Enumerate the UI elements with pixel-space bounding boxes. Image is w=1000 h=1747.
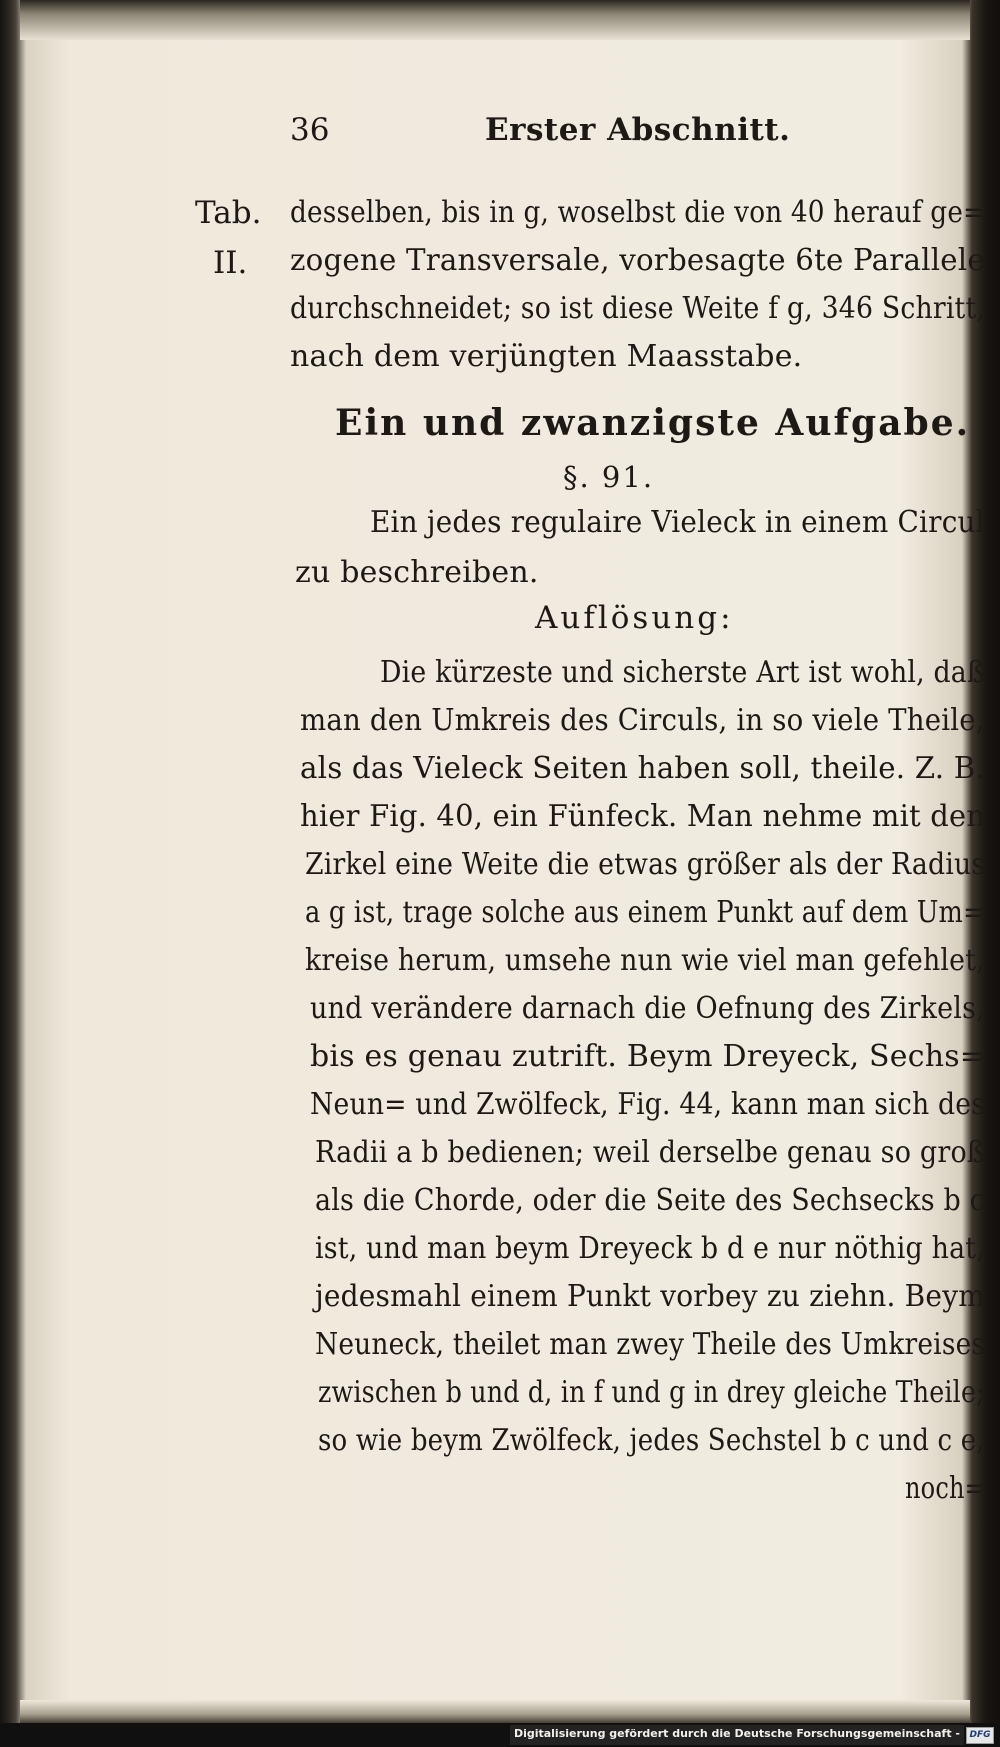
margin-tab-label: Tab. [195, 195, 262, 231]
solution-line: man den Umkreis des Circuls, in so viele Theile, [300, 703, 985, 738]
body-line: desselben, bis in g, woselbst die von 40 herauf ge= [290, 195, 986, 230]
solution-line: Radii a b bedienen; weil derselbe genau so groß [315, 1135, 986, 1170]
solution-line: jedesmahl einem Punkt vorbey zu ziehn. Beym [315, 1279, 985, 1314]
solution-line: so wie beym Zwölfeck, jedes Sechstel b c und c e, [318, 1423, 985, 1458]
solution-line: Zirkel eine Weite die etwas größer als der Radius [305, 847, 986, 882]
solution-line: a g ist, trage solche aus einem Punkt auf dem Um= [305, 895, 985, 930]
solution-line: Neun= und Zwölfeck, Fig. 44, kann man sich des [310, 1087, 986, 1122]
problem-line: zu beschreiben. [295, 555, 539, 590]
page-number: 36 [290, 112, 330, 148]
page-top-edge [20, 0, 970, 40]
body-line: zogene Transversale, vorbesagte 6te Parallele [290, 243, 985, 278]
page-bottom-edge [20, 1700, 970, 1725]
solution-line: als das Vieleck Seiten haben soll, theile. Z. B. [300, 751, 985, 786]
problem-heading: Ein und zwanzigste Aufgabe. [335, 402, 971, 444]
section-number: §. 91. [563, 460, 655, 494]
solution-line: kreise herum, umsehe nun wie viel man gefehlet, [305, 943, 985, 978]
problem-line: Ein jedes regulaire Vieleck in einem Circul [370, 505, 985, 540]
solution-line: als die Chorde, oder die Seite des Sechsecks b c [315, 1183, 985, 1218]
solution-line: ist, und man beym Dreyeck b d e nur nöthig hat, [315, 1231, 985, 1266]
dfg-logo: DFG [966, 1727, 994, 1744]
body-line: durchschneidet; so ist diese Weite f g, 346 Schritt, [290, 291, 986, 326]
solution-line: zwischen b und d, in f und g in drey gleiche Theile; [318, 1375, 985, 1410]
margin-tab-number: II. [213, 245, 248, 281]
catchword: noch= [905, 1471, 986, 1506]
solution-line: und verändere darnach die Oefnung des Zirkels, [310, 991, 985, 1026]
body-line: nach dem verjüngten Maasstabe. [290, 339, 803, 374]
solution-line: Neuneck, theilet man zwey Theile des Umkreises [315, 1327, 986, 1362]
solution-heading: Auflösung: [535, 600, 734, 636]
solution-line: Die kürzeste und sicherste Art ist wohl, daß [380, 655, 985, 690]
solution-line: bis es genau zutrift. Beym Dreyeck, Sechs= [310, 1039, 986, 1074]
digitization-credit: Digitalisierung gefördert durch die Deutsche Forschungsgemeinschaft - [510, 1725, 964, 1745]
solution-line: hier Fig. 40, ein Fünfeck. Man nehme mit den [300, 799, 986, 834]
running-head: Erster Abschnitt. [485, 112, 791, 148]
